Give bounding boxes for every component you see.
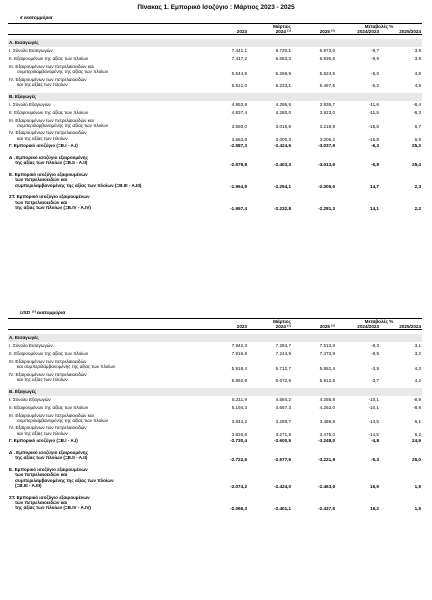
spacer-row bbox=[8, 512, 422, 516]
row-label-line: Α. Εισαγωγές bbox=[9, 335, 39, 341]
row-label-line: και της αξίας των πλοίων bbox=[17, 82, 68, 88]
header-c1: 2024/2023 bbox=[336, 324, 380, 330]
table-row bbox=[8, 47, 422, 55]
table-row bbox=[8, 396, 422, 404]
header-c2: 2025/2024 bbox=[380, 29, 422, 35]
row-label-line: II. Εξαιρουμένων της αξίας των πλοίων bbox=[9, 351, 89, 357]
row-value: 25,0 bbox=[412, 456, 421, 462]
row-label bbox=[8, 193, 204, 211]
row-value: -2.281,3 bbox=[318, 206, 335, 212]
row-value: 4.265,8 bbox=[319, 396, 335, 402]
row-value: 6.683,3 bbox=[275, 56, 291, 62]
table-row bbox=[8, 154, 422, 167]
row-value: 5.544,9 bbox=[231, 70, 247, 76]
row-label bbox=[8, 76, 204, 89]
header-month: Μάρτιος bbox=[248, 24, 292, 30]
row-value: 4.684,2 bbox=[275, 396, 291, 402]
row-label-line: ΣΤ. Εμπορικό ισοζύγιο εξαιρουμένων bbox=[9, 194, 90, 200]
row-value: 5.524,5 bbox=[319, 70, 335, 76]
table-row bbox=[8, 342, 422, 350]
row-value: 3.206,2 bbox=[319, 136, 335, 142]
row-label-line: Α. Εισαγωγές bbox=[9, 40, 39, 46]
row-value: -2.232,8 bbox=[274, 206, 291, 212]
row-value: 5.672,9 bbox=[275, 378, 291, 384]
row-value: -2.424,0 bbox=[274, 484, 291, 490]
header-month: Μάρτιος bbox=[248, 319, 292, 325]
header-y2023: 2023 bbox=[204, 29, 248, 35]
row-label bbox=[8, 93, 422, 101]
row-value: -2.424,6 bbox=[274, 143, 291, 149]
table-row bbox=[8, 101, 422, 109]
row-value: 7.942,3 bbox=[231, 343, 247, 349]
row-value: 14,1 bbox=[370, 206, 379, 212]
row-label-line: των πετρελαιοειδών και bbox=[15, 199, 68, 205]
row-value: 4.252,0 bbox=[319, 404, 335, 410]
row-value: 3.844,2 bbox=[231, 419, 247, 425]
row-value: -3,5 bbox=[371, 365, 379, 371]
row-label bbox=[8, 171, 204, 189]
row-value: 1,5 bbox=[414, 506, 421, 512]
row-label-line: IV. Εξαιρουμένων των πετρελαιοειδών bbox=[9, 130, 87, 136]
row-label bbox=[8, 63, 204, 76]
row-value: 4.667,3 bbox=[275, 404, 291, 410]
spacer-cell bbox=[8, 211, 204, 215]
row-value: -6,3 bbox=[371, 143, 379, 149]
row-label bbox=[8, 101, 204, 109]
row-value: 3,8 bbox=[414, 56, 421, 62]
row-value: 5.912,5 bbox=[319, 378, 335, 384]
row-value: 25,3 bbox=[412, 143, 421, 149]
row-label bbox=[8, 493, 204, 511]
row-label bbox=[8, 109, 204, 117]
row-value: -2.066,3 bbox=[230, 506, 247, 512]
row-value: 25,4 bbox=[412, 161, 421, 167]
row-value: 3,2 bbox=[414, 351, 421, 357]
table-row bbox=[8, 142, 422, 150]
row-value: -10,1 bbox=[368, 396, 379, 402]
row-value: -15,8 bbox=[368, 124, 379, 130]
row-value: -6,8 bbox=[371, 161, 379, 167]
row-value: 3.488,8 bbox=[319, 419, 335, 425]
row-value: -15,8 bbox=[368, 136, 379, 142]
table-row bbox=[8, 437, 422, 445]
eur-table bbox=[8, 23, 422, 215]
row-label-line: Ε. Εμπορικό ισοζύγιο εξαιρουμένων bbox=[9, 467, 88, 473]
row-label-line: III. Εξαιρουμένων των πετρελαιοειδών και bbox=[9, 117, 94, 123]
row-value: 5.521,0 bbox=[231, 83, 247, 89]
row-label-line: και της αξίας των πλοίων bbox=[17, 135, 68, 141]
row-value: 5.952,4 bbox=[319, 365, 335, 371]
row-label-line: Γ. Εμπορικό ισοζύγιο (=Β.I - A.I) bbox=[9, 438, 78, 444]
row-label bbox=[8, 342, 204, 350]
table-row bbox=[8, 466, 422, 490]
table-row bbox=[8, 55, 422, 63]
row-label-line: III. Εξαιρουμένων των πετρελαιοειδών bbox=[9, 359, 87, 365]
header-y2025: 2025 ⁽²⁾ bbox=[292, 324, 336, 330]
row-label-line: I. Σύνολο Εξαγωγών bbox=[9, 101, 51, 107]
row-value: 6,1 bbox=[414, 419, 421, 425]
row-value: 7.417,2 bbox=[231, 56, 247, 62]
row-value: 3,1 bbox=[414, 343, 421, 349]
row-label-line: IV. Εξαιρουμένων των πετρελαιοειδών bbox=[9, 425, 87, 431]
row-label bbox=[8, 396, 204, 404]
row-label bbox=[8, 371, 204, 384]
row-value: 3.923,0 bbox=[319, 109, 335, 115]
row-value: 4.837,4 bbox=[231, 109, 247, 115]
row-label bbox=[8, 129, 204, 142]
row-value: 6,9 bbox=[414, 136, 421, 142]
table-row bbox=[8, 449, 422, 462]
row-value: -3,7 bbox=[371, 378, 379, 384]
row-label-line: Δ . Εμπορικό ισοζύγιο εξαιρουμένης bbox=[9, 155, 88, 161]
row-value: -2.403,3 bbox=[274, 161, 291, 167]
row-label bbox=[8, 437, 204, 445]
table-row bbox=[8, 493, 422, 511]
row-value: -2.401,1 bbox=[274, 506, 291, 512]
row-label-line: Γ. Εμπορικό ισοζύγιο (=Β.I - A.I) bbox=[9, 143, 78, 149]
row-value: 4.853,8 bbox=[231, 101, 247, 107]
row-label-line: I. Σύνολο Εξαγωγών bbox=[9, 396, 51, 402]
row-value: 7.441,1 bbox=[231, 48, 247, 54]
header-y2024: 2024 ⁽¹⁾ bbox=[248, 29, 292, 35]
row-label bbox=[8, 388, 422, 396]
row-label-line: συμπεριλαμβανομένης της αξίας των πλοίων (=B.III - A.III) bbox=[15, 182, 142, 188]
row-value: 3.580,0 bbox=[231, 124, 247, 130]
row-label-line: συμπεριλαμβανομένης της αξίας των πλοίων bbox=[17, 417, 109, 423]
row-value: 14,7 bbox=[370, 183, 379, 189]
row-value: 2,2 bbox=[414, 206, 421, 212]
row-value: 7.244,9 bbox=[275, 351, 291, 357]
row-value: 5.194,3 bbox=[231, 404, 247, 410]
row-value: -14,5 bbox=[368, 419, 379, 425]
row-label-line: της αξίας των πλοίων (=B.II - A.II) bbox=[15, 160, 88, 166]
row-value: 4.280,0 bbox=[275, 109, 291, 115]
row-value: -3.221,9 bbox=[318, 456, 335, 462]
row-value: -8,9 bbox=[413, 404, 421, 410]
row-value: -8,9 bbox=[413, 396, 421, 402]
row-value: -4,8 bbox=[371, 438, 379, 444]
row-label bbox=[8, 466, 204, 490]
row-label bbox=[8, 449, 204, 462]
row-value: -3.248,0 bbox=[318, 438, 335, 444]
row-label bbox=[8, 404, 204, 412]
row-value: -9,7 bbox=[371, 48, 379, 54]
row-label-line: Ε. Εμπορικό ισοζύγιο εξαιρουμένων bbox=[9, 172, 88, 178]
row-value: 3.015,8 bbox=[275, 124, 291, 130]
row-value: 4,9 bbox=[414, 83, 421, 89]
row-label-line: Β. Εξαγωγές bbox=[9, 388, 37, 394]
row-label bbox=[8, 154, 204, 167]
row-label-line: Δ . Εμπορικό ισοζύγιο εξαιρουμένης bbox=[9, 450, 88, 456]
row-value: 6.973,6 bbox=[319, 48, 335, 54]
header-y2025: 2025 ⁽²⁾ bbox=[292, 29, 336, 35]
row-value: 3,8 bbox=[414, 48, 421, 54]
row-value: 1,6 bbox=[414, 484, 421, 490]
header-y2024: 2024 ⁽¹⁾ bbox=[248, 324, 292, 330]
row-value: -2.600,5 bbox=[274, 438, 291, 444]
row-label-line: ΣΤ. Εμπορικό ισοζύγιο εξαιρουμένων bbox=[9, 494, 90, 500]
row-value: 3.563,6 bbox=[231, 136, 247, 142]
row-label-line: και συμπεριλαμβανομένης της αξίας των πλοίων bbox=[17, 364, 116, 370]
row-value: 4,8 bbox=[414, 70, 421, 76]
row-label-line: της αξίας των πλοίων (=B.II - A.II) bbox=[15, 455, 88, 461]
table-row bbox=[8, 404, 422, 412]
row-value: -2.587,3 bbox=[230, 143, 247, 149]
table-row bbox=[8, 171, 422, 189]
row-label-line: IV. Εξαιρουμένων των πετρελαιοειδών bbox=[9, 371, 87, 377]
row-value: 3.826,6 bbox=[231, 431, 247, 437]
row-value: -8,3 bbox=[371, 343, 379, 349]
table-row bbox=[8, 129, 422, 142]
section-heading-row bbox=[8, 93, 422, 101]
row-value: 7.916,8 bbox=[231, 351, 247, 357]
row-value: 24,9 bbox=[412, 438, 421, 444]
section-heading-row bbox=[8, 334, 422, 342]
row-value: 3.000,3 bbox=[275, 136, 291, 142]
row-value: -1.957,4 bbox=[230, 206, 247, 212]
row-value: 7.473,9 bbox=[319, 351, 335, 357]
row-label bbox=[8, 412, 204, 425]
eur-unit-label: € εκατομμύρια bbox=[20, 16, 53, 21]
section-heading-row bbox=[8, 388, 422, 396]
page-title: Πίνακας 1. Εμπορικό Ισοζύγιο : Μάρτιος 2023 - 2025 bbox=[137, 4, 295, 11]
row-label bbox=[8, 142, 204, 150]
row-label-line: συμπεριλαμβανομένης της αξίας των πλοίων bbox=[17, 122, 109, 128]
row-label-line: II. Εξαιρουμένων της αξίας των πλοίων bbox=[9, 109, 89, 115]
row-value: 7.513,8 bbox=[319, 343, 335, 349]
row-label bbox=[8, 117, 204, 130]
row-value: -8,5 bbox=[371, 351, 379, 357]
row-value: -2.305,6 bbox=[318, 183, 335, 189]
row-value: -2.579,8 bbox=[230, 161, 247, 167]
row-label-line: συμπεριλαμβανομένης της αξίας των πλοίων bbox=[17, 69, 109, 75]
row-value: 3.218,9 bbox=[319, 124, 335, 130]
table-row bbox=[8, 424, 422, 437]
row-label-line: III. Εξαιρουμένων των πετρελαιοειδών και bbox=[9, 412, 94, 418]
row-value: -3.013,6 bbox=[318, 161, 335, 167]
row-label-line: της αξίας των πλοίων (=B.IV - A.IV) bbox=[15, 505, 91, 511]
row-value: 16,2 bbox=[370, 506, 379, 512]
row-label bbox=[8, 39, 422, 47]
row-value: -5,2 bbox=[371, 83, 379, 89]
row-value: 4,2 bbox=[414, 365, 421, 371]
row-label-line: της αξίας των πλοίων (=B.IV - A.IV) bbox=[15, 204, 91, 210]
row-label-line: III. Εξαιρουμένων των πετρελαιοειδών και bbox=[9, 64, 94, 70]
row-value: -5,3 bbox=[371, 456, 379, 462]
row-label-line: I. Σύνολο Εισαγωγών bbox=[9, 343, 53, 349]
usd-unit-label: USD ⁽³⁾ εκατομμύρια bbox=[20, 311, 66, 316]
row-value: -1.964,9 bbox=[230, 183, 247, 189]
table-row bbox=[8, 109, 422, 117]
row-label-line: II. Εξαιρουμένων της αξίας των πλοίων bbox=[9, 56, 89, 62]
table-row bbox=[8, 350, 422, 358]
row-label bbox=[8, 334, 422, 342]
row-value: 2,3 bbox=[414, 183, 421, 189]
row-value: -14,5 bbox=[368, 431, 379, 437]
row-label bbox=[8, 358, 204, 371]
row-label-line: και της αξίας των πλοίων bbox=[17, 430, 68, 436]
header-c1: 2024/2023 bbox=[336, 29, 380, 35]
row-value: 5.233,1 bbox=[275, 83, 291, 89]
row-value: 5.269,9 bbox=[275, 70, 291, 76]
section-heading-row bbox=[8, 39, 422, 47]
table-row bbox=[8, 76, 422, 89]
row-value: -2.437,5 bbox=[318, 506, 335, 512]
header-c2: 2025/2024 bbox=[380, 324, 422, 330]
header-y2023: 2023 bbox=[204, 324, 248, 330]
row-value: -10,1 bbox=[368, 404, 379, 410]
row-value: 5.918,4 bbox=[231, 365, 247, 371]
table-row bbox=[8, 117, 422, 130]
row-label bbox=[8, 55, 204, 63]
table-row bbox=[8, 358, 422, 371]
row-label-line: IV. Εξαιρουμένων των πετρελαιοειδών bbox=[9, 76, 87, 82]
row-label-line: και της αξίας των πλοίων bbox=[17, 377, 68, 383]
row-value: 5.487,5 bbox=[319, 83, 335, 89]
row-label-line: Β. Εξαγωγές bbox=[9, 93, 37, 99]
row-value: 3.475,0 bbox=[319, 431, 335, 437]
row-label-line: I. Σύνολο Εισαγωγών bbox=[9, 48, 53, 54]
row-label bbox=[8, 350, 204, 358]
row-value: -2.577,6 bbox=[274, 456, 291, 462]
row-value: 3.288,7 bbox=[275, 419, 291, 425]
table-row bbox=[8, 371, 422, 384]
row-value: 3.271,8 bbox=[275, 431, 291, 437]
row-value: 4.295,5 bbox=[275, 101, 291, 107]
table-row bbox=[8, 63, 422, 76]
row-value: 7.284,7 bbox=[275, 343, 291, 349]
row-value: 16,9 bbox=[370, 484, 379, 490]
row-value: -2.074,2 bbox=[230, 484, 247, 490]
row-value: 5.712,7 bbox=[275, 365, 291, 371]
row-value: -2.730,4 bbox=[230, 438, 247, 444]
row-value: -2.722,5 bbox=[230, 456, 247, 462]
row-value: -3.037,9 bbox=[318, 143, 335, 149]
row-value: 3.935,7 bbox=[319, 101, 335, 107]
header-change: Μεταβολές % bbox=[336, 24, 422, 30]
row-value: 5.892,9 bbox=[231, 378, 247, 384]
row-value: 6,2 bbox=[414, 431, 421, 437]
row-label-line: των πετρελαιοειδών και bbox=[15, 177, 68, 183]
row-value: -8,4 bbox=[413, 101, 421, 107]
row-value: -2.463,6 bbox=[318, 484, 335, 490]
row-value: -2.254,1 bbox=[274, 183, 291, 189]
row-label-line: των πετρελαιοειδών και bbox=[15, 499, 68, 505]
row-label bbox=[8, 47, 204, 55]
row-value: 4,2 bbox=[414, 378, 421, 384]
row-value: -11,6 bbox=[368, 101, 379, 107]
row-label-line: II. Εξαιρουμένων της αξίας των πλοίων bbox=[9, 404, 89, 410]
spacer-row bbox=[8, 211, 422, 215]
row-label-line: συμπεριλαμβανομένης της αξίας των πλοίων bbox=[15, 477, 114, 483]
table-row bbox=[8, 412, 422, 425]
spacer-cell bbox=[8, 512, 204, 516]
usd-table bbox=[8, 318, 422, 516]
row-label-line: των πετρελαιοειδών και bbox=[15, 472, 68, 478]
row-value: -5,0 bbox=[371, 70, 379, 76]
row-label-line: (=B.III - A.III) bbox=[15, 482, 42, 488]
row-value: -9,9 bbox=[371, 56, 379, 62]
row-value: -11,5 bbox=[368, 109, 379, 115]
row-value: 5.211,9 bbox=[232, 396, 247, 402]
header-change: Μεταβολές % bbox=[336, 319, 422, 325]
row-value: -8,3 bbox=[413, 109, 421, 115]
row-label bbox=[8, 424, 204, 437]
row-value: 6.936,6 bbox=[319, 56, 335, 62]
table-row bbox=[8, 193, 422, 211]
row-value: 6.720,1 bbox=[275, 48, 291, 54]
row-value: 6,7 bbox=[414, 124, 421, 130]
